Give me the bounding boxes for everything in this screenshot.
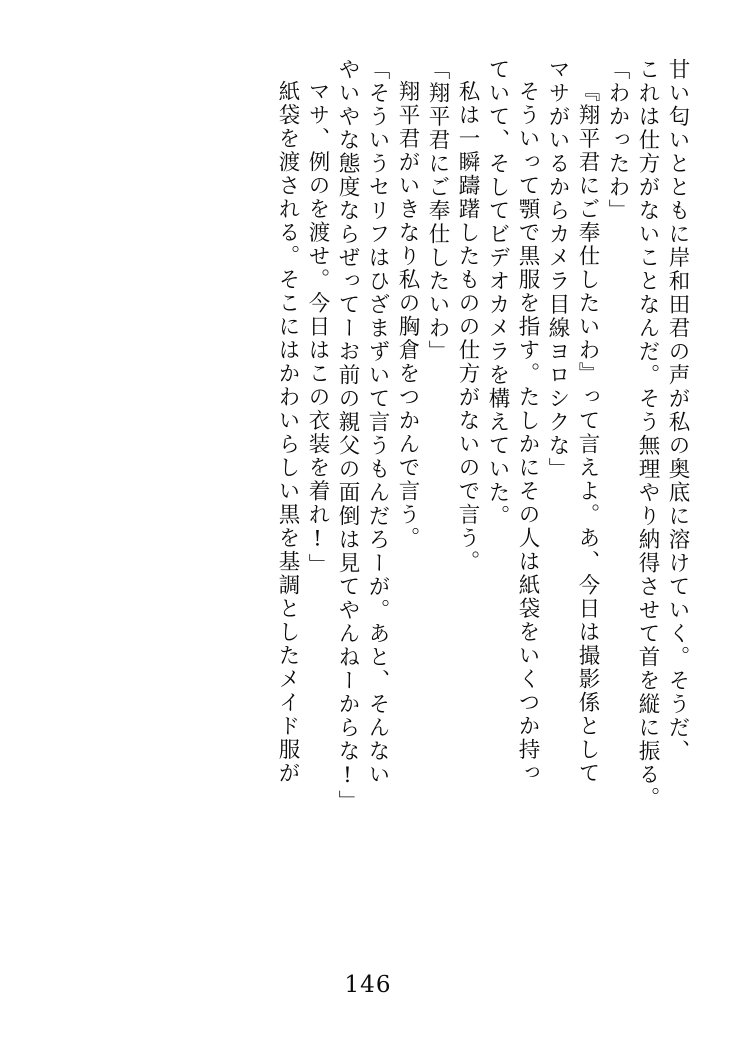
text-line: 「そういうセリフはひざまずいて言うもんだろーが。あと、そんない xyxy=(365,58,390,787)
text-line: 翔平君がいきなり私の胸倉をつかんで言う。 xyxy=(395,80,420,550)
text-line: 紙袋を渡される。そこにはかわいらしい黒を基調としたメイド服が xyxy=(275,80,300,785)
text-line: 甘い匂いとともに岸和田君の声が私の奥底に溶けていく。そうだ、 xyxy=(665,58,690,763)
text-line: 「わかったわ」 xyxy=(605,58,630,223)
vertical-text-body xyxy=(48,58,692,958)
page-number: 146 xyxy=(344,972,392,998)
text-line: ていて、そしてビデオカメラを構えていた。 xyxy=(485,58,510,528)
text-line: 私は一瞬躊躇したものの仕方がないので言う。 xyxy=(455,80,480,574)
text-line: そういって顎で黒服を指す。たしかにその人は紙袋をいくつか持っ xyxy=(515,80,540,785)
text-line: 『翔平君にご奉仕したいわ』って言えよ。あ、今日は撮影係として xyxy=(575,80,600,785)
text-line: やいやな態度ならぜってーお前の親父の面倒は見てやんねーからな!」 xyxy=(335,58,360,814)
text-line: 「翔平君にご奉仕したいわ」 xyxy=(425,58,450,364)
text-line: これは仕方がないことなんだ。そう無理やり納得させて首を縦に振る。 xyxy=(635,58,660,810)
text-line: マサ、例のを渡せ。今日はこの衣装を着れ!」 xyxy=(305,80,330,577)
text-line: マサがいるからカメラ目線ヨロシクな」 xyxy=(545,58,570,481)
